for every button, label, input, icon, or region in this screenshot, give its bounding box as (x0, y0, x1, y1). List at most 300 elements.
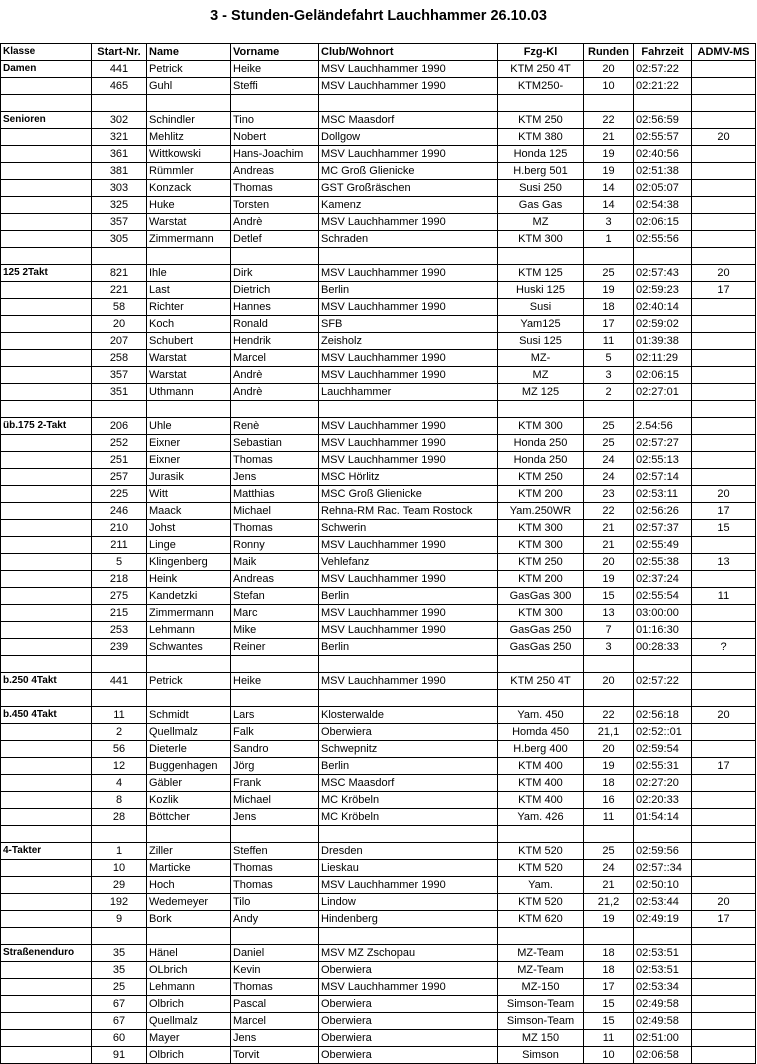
vehicle-class-cell: KTM 250 (498, 554, 584, 571)
vorname-cell: Jens (231, 469, 319, 486)
start-nr-cell: 60 (92, 1030, 147, 1047)
klasse-cell: Damen (1, 61, 92, 78)
vehicle-class-cell (498, 690, 584, 707)
vorname-cell: Thomas (231, 452, 319, 469)
name-cell (147, 826, 231, 843)
vehicle-class-cell: GasGas 300 (498, 588, 584, 605)
vehicle-class-cell: MZ 125 (498, 384, 584, 401)
time-cell: 02:57:43 (634, 265, 692, 282)
start-nr-cell: 67 (92, 996, 147, 1013)
vehicle-class-cell: KTM 300 (498, 605, 584, 622)
club-cell: Berlin (319, 758, 498, 775)
start-nr-cell: 91 (92, 1047, 147, 1064)
time-cell (634, 656, 692, 673)
klasse-cell: Straßenenduro (1, 945, 92, 962)
table-row (1, 673, 756, 690)
name-cell: Witt (147, 486, 231, 503)
admv-points-cell (692, 792, 756, 809)
time-cell: 02:49:58 (634, 1013, 692, 1030)
vehicle-class-cell: KTM 380 (498, 129, 584, 146)
admv-points-cell: 17 (692, 758, 756, 775)
admv-points-cell: 17 (692, 282, 756, 299)
table-row (1, 605, 756, 622)
time-cell: 02:57:27 (634, 435, 692, 452)
laps-cell (584, 656, 634, 673)
club-cell: MSV Lauchhammer 1990 (319, 367, 498, 384)
header-admv: ADMV-MS (692, 44, 756, 61)
time-cell: 02:06:58 (634, 1047, 692, 1064)
start-nr-cell: 361 (92, 146, 147, 163)
vehicle-class-cell: Simson-Team (498, 1013, 584, 1030)
admv-points-cell (692, 809, 756, 826)
name-cell (147, 690, 231, 707)
club-cell: MSV Lauchhammer 1990 (319, 571, 498, 588)
vorname-cell: Matthias (231, 486, 319, 503)
admv-points-cell (692, 979, 756, 996)
klasse-cell (1, 571, 92, 588)
time-cell: 02:59:23 (634, 282, 692, 299)
admv-points-cell: 17 (692, 911, 756, 928)
admv-points-cell (692, 231, 756, 248)
start-nr-cell: 192 (92, 894, 147, 911)
vorname-cell (231, 826, 319, 843)
time-cell: 02:40:14 (634, 299, 692, 316)
start-nr-cell: 441 (92, 673, 147, 690)
admv-points-cell: ? (692, 639, 756, 656)
vorname-cell: Falk (231, 724, 319, 741)
vehicle-class-cell: MZ- (498, 350, 584, 367)
table-row (1, 690, 756, 707)
club-cell: Oberwiera (319, 1013, 498, 1030)
table-row (1, 78, 756, 95)
vehicle-class-cell: Yam125 (498, 316, 584, 333)
laps-cell: 24 (584, 469, 634, 486)
name-cell: Schubert (147, 333, 231, 350)
start-nr-cell: 215 (92, 605, 147, 622)
klasse-cell (1, 180, 92, 197)
vehicle-class-cell: Simson (498, 1047, 584, 1064)
start-nr-cell: 210 (92, 520, 147, 537)
name-cell: Last (147, 282, 231, 299)
klasse-cell (1, 231, 92, 248)
club-cell: Klosterwalde (319, 707, 498, 724)
admv-points-cell (692, 860, 756, 877)
name-cell: Schmidt (147, 707, 231, 724)
time-cell: 02:05:07 (634, 180, 692, 197)
vorname-cell (231, 401, 319, 418)
time-cell: 02:55:56 (634, 231, 692, 248)
laps-cell: 25 (584, 418, 634, 435)
vorname-cell: Pascal (231, 996, 319, 1013)
admv-points-cell (692, 775, 756, 792)
vehicle-class-cell: MZ-Team (498, 962, 584, 979)
table-row (1, 554, 756, 571)
vehicle-class-cell: Honda 250 (498, 435, 584, 452)
laps-cell: 18 (584, 299, 634, 316)
time-cell: 02:56:18 (634, 707, 692, 724)
laps-cell: 7 (584, 622, 634, 639)
table-row (1, 588, 756, 605)
time-cell (634, 826, 692, 843)
vorname-cell: Dirk (231, 265, 319, 282)
name-cell: Petrick (147, 673, 231, 690)
laps-cell: 17 (584, 979, 634, 996)
name-cell: Dieterle (147, 741, 231, 758)
admv-points-cell (692, 1030, 756, 1047)
admv-points-cell (692, 690, 756, 707)
admv-points-cell (692, 826, 756, 843)
vehicle-class-cell: KTM 250 4T (498, 61, 584, 78)
name-cell: Petrick (147, 61, 231, 78)
vorname-cell: Jens (231, 1030, 319, 1047)
laps-cell: 13 (584, 605, 634, 622)
laps-cell: 19 (584, 282, 634, 299)
time-cell: 03:00:00 (634, 605, 692, 622)
name-cell: Marticke (147, 860, 231, 877)
name-cell: Eixner (147, 435, 231, 452)
vehicle-class-cell: Susi 250 (498, 180, 584, 197)
vehicle-class-cell: KTM250- (498, 78, 584, 95)
start-nr-cell (92, 690, 147, 707)
start-nr-cell (92, 928, 147, 945)
name-cell: Klingenberg (147, 554, 231, 571)
start-nr-cell: 821 (92, 265, 147, 282)
table-row (1, 792, 756, 809)
vehicle-class-cell: Susi (498, 299, 584, 316)
vorname-cell (231, 248, 319, 265)
start-nr-cell: 9 (92, 911, 147, 928)
time-cell: 02:55:57 (634, 129, 692, 146)
laps-cell: 19 (584, 911, 634, 928)
laps-cell: 3 (584, 367, 634, 384)
start-nr-cell: 28 (92, 809, 147, 826)
klasse-cell (1, 1047, 92, 1064)
admv-points-cell (692, 384, 756, 401)
name-cell: Zimmermann (147, 231, 231, 248)
klasse-cell (1, 775, 92, 792)
vehicle-class-cell: KTM 200 (498, 571, 584, 588)
admv-points-cell (692, 1013, 756, 1030)
header-klasse: Klasse (1, 44, 92, 61)
club-cell (319, 826, 498, 843)
name-cell: Rümmler (147, 163, 231, 180)
vehicle-class-cell: KTM 620 (498, 911, 584, 928)
vorname-cell: Michael (231, 792, 319, 809)
table-row (1, 775, 756, 792)
laps-cell: 22 (584, 503, 634, 520)
vehicle-class-cell (498, 928, 584, 945)
admv-points-cell: 20 (692, 265, 756, 282)
klasse-cell (1, 282, 92, 299)
table-row (1, 180, 756, 197)
name-cell: Uthmann (147, 384, 231, 401)
time-cell: 02:53:51 (634, 945, 692, 962)
table-row (1, 622, 756, 639)
admv-points-cell (692, 928, 756, 945)
laps-cell: 21 (584, 537, 634, 554)
name-cell: Johst (147, 520, 231, 537)
club-cell: MC Groß Glienicke (319, 163, 498, 180)
vehicle-class-cell: MZ (498, 214, 584, 231)
vorname-cell: Stefan (231, 588, 319, 605)
laps-cell: 1 (584, 231, 634, 248)
klasse-cell (1, 78, 92, 95)
laps-cell: 16 (584, 792, 634, 809)
admv-points-cell (692, 877, 756, 894)
time-cell: 02:51:38 (634, 163, 692, 180)
klasse-cell (1, 197, 92, 214)
time-cell: 02:49:58 (634, 996, 692, 1013)
club-cell: MSV Lauchhammer 1990 (319, 418, 498, 435)
start-nr-cell: 211 (92, 537, 147, 554)
vorname-cell: Andreas (231, 163, 319, 180)
laps-cell: 11 (584, 333, 634, 350)
laps-cell: 24 (584, 860, 634, 877)
club-cell: Lindow (319, 894, 498, 911)
laps-cell: 20 (584, 673, 634, 690)
admv-points-cell (692, 435, 756, 452)
club-cell: GST Großräschen (319, 180, 498, 197)
header-laps: Runden (584, 44, 634, 61)
vorname-cell: Heike (231, 61, 319, 78)
admv-points-cell (692, 299, 756, 316)
vehicle-class-cell: KTM 400 (498, 775, 584, 792)
name-cell: Buggenhagen (147, 758, 231, 775)
vorname-cell: Sandro (231, 741, 319, 758)
vorname-cell: Steffi (231, 78, 319, 95)
header-vorname: Vorname (231, 44, 319, 61)
name-cell: Olbrich (147, 996, 231, 1013)
start-nr-cell: 5 (92, 554, 147, 571)
laps-cell: 21 (584, 129, 634, 146)
laps-cell: 19 (584, 163, 634, 180)
header-start-nr: Start-Nr. (92, 44, 147, 61)
admv-points-cell (692, 673, 756, 690)
klasse-cell (1, 163, 92, 180)
klasse-cell (1, 588, 92, 605)
club-cell: MSV Lauchhammer 1990 (319, 877, 498, 894)
laps-cell: 25 (584, 435, 634, 452)
admv-points-cell (692, 418, 756, 435)
laps-cell (584, 826, 634, 843)
start-nr-cell: 253 (92, 622, 147, 639)
klasse-cell (1, 1013, 92, 1030)
time-cell: 02:20:33 (634, 792, 692, 809)
admv-points-cell: 13 (692, 554, 756, 571)
club-cell: Berlin (319, 282, 498, 299)
time-cell: 02:57:22 (634, 673, 692, 690)
club-cell: MSV Lauchhammer 1990 (319, 61, 498, 78)
table-row (1, 214, 756, 231)
club-cell: MC Kröbeln (319, 792, 498, 809)
klasse-cell (1, 928, 92, 945)
laps-cell: 24 (584, 452, 634, 469)
klasse-cell (1, 656, 92, 673)
name-cell: Richter (147, 299, 231, 316)
club-cell: Rehna-RM Rac. Team Rostock (319, 503, 498, 520)
name-cell: Warstat (147, 367, 231, 384)
time-cell: 2.54:56 (634, 418, 692, 435)
admv-points-cell (692, 1047, 756, 1064)
table-row (1, 265, 756, 282)
klasse-cell (1, 622, 92, 639)
klasse-cell (1, 1030, 92, 1047)
name-cell: Gäbler (147, 775, 231, 792)
club-cell (319, 401, 498, 418)
time-cell: 02:06:15 (634, 214, 692, 231)
laps-cell: 17 (584, 316, 634, 333)
club-cell: Oberwiera (319, 996, 498, 1013)
laps-cell: 19 (584, 758, 634, 775)
name-cell: Kandetzki (147, 588, 231, 605)
start-nr-cell: 35 (92, 962, 147, 979)
club-cell: Oberwiera (319, 1030, 498, 1047)
table-row (1, 367, 756, 384)
vorname-cell: Hendrik (231, 333, 319, 350)
admv-points-cell (692, 962, 756, 979)
name-cell (147, 248, 231, 265)
laps-cell: 22 (584, 707, 634, 724)
vehicle-class-cell (498, 656, 584, 673)
laps-cell: 5 (584, 350, 634, 367)
laps-cell: 21,1 (584, 724, 634, 741)
time-cell: 02:55:31 (634, 758, 692, 775)
time-cell: 02:55:49 (634, 537, 692, 554)
vorname-cell: Marcel (231, 1013, 319, 1030)
admv-points-cell: 20 (692, 894, 756, 911)
name-cell: Warstat (147, 350, 231, 367)
table-row (1, 333, 756, 350)
table-row (1, 95, 756, 112)
time-cell: 02:53:34 (634, 979, 692, 996)
table-row (1, 282, 756, 299)
start-nr-cell (92, 826, 147, 843)
club-cell: Lauchhammer (319, 384, 498, 401)
vorname-cell: Tino (231, 112, 319, 129)
time-cell: 02:59:54 (634, 741, 692, 758)
start-nr-cell: 257 (92, 469, 147, 486)
table-row (1, 979, 756, 996)
vehicle-class-cell (498, 248, 584, 265)
vorname-cell: Ronald (231, 316, 319, 333)
start-nr-cell: 67 (92, 1013, 147, 1030)
table-row (1, 452, 756, 469)
club-cell: MSV Lauchhammer 1990 (319, 622, 498, 639)
laps-cell (584, 928, 634, 945)
admv-points-cell (692, 724, 756, 741)
table-row (1, 231, 756, 248)
admv-points-cell (692, 469, 756, 486)
name-cell: Eixner (147, 452, 231, 469)
table-row (1, 197, 756, 214)
klasse-cell (1, 299, 92, 316)
time-cell: 02:27:20 (634, 775, 692, 792)
table-row (1, 299, 756, 316)
vorname-cell: Daniel (231, 945, 319, 962)
laps-cell (584, 401, 634, 418)
vehicle-class-cell: KTM 250 (498, 469, 584, 486)
laps-cell: 23 (584, 486, 634, 503)
club-cell (319, 248, 498, 265)
vorname-cell: Steffen (231, 843, 319, 860)
table-row (1, 1030, 756, 1047)
start-nr-cell: 246 (92, 503, 147, 520)
laps-cell (584, 248, 634, 265)
vorname-cell: Frank (231, 775, 319, 792)
admv-points-cell (692, 605, 756, 622)
vehicle-class-cell: Yam.250WR (498, 503, 584, 520)
admv-points-cell (692, 945, 756, 962)
start-nr-cell: 2 (92, 724, 147, 741)
vehicle-class-cell: KTM 200 (498, 486, 584, 503)
vorname-cell: Kevin (231, 962, 319, 979)
vorname-cell: Michael (231, 503, 319, 520)
name-cell: Kozlik (147, 792, 231, 809)
klasse-cell (1, 894, 92, 911)
club-cell: MSV Lauchhammer 1990 (319, 78, 498, 95)
start-nr-cell: 252 (92, 435, 147, 452)
vorname-cell: Andy (231, 911, 319, 928)
time-cell: 02:51:00 (634, 1030, 692, 1047)
laps-cell: 18 (584, 775, 634, 792)
start-nr-cell: 4 (92, 775, 147, 792)
vehicle-class-cell: H.berg 400 (498, 741, 584, 758)
klasse-cell: 125 2Takt (1, 265, 92, 282)
vehicle-class-cell: KTM 125 (498, 265, 584, 282)
header-time: Fahrzeit (634, 44, 692, 61)
table-row (1, 639, 756, 656)
time-cell: 02:37:24 (634, 571, 692, 588)
name-cell (147, 401, 231, 418)
admv-points-cell (692, 350, 756, 367)
klasse-cell (1, 129, 92, 146)
klasse-cell: b.450 4Takt (1, 707, 92, 724)
document-title: 3 - Stunden-Geländefahrt Lauchhammer 26.10.03 (210, 8, 547, 24)
name-cell: Wedemeyer (147, 894, 231, 911)
klasse-cell (1, 384, 92, 401)
name-cell: Konzack (147, 180, 231, 197)
time-cell: 01:54:14 (634, 809, 692, 826)
klasse-cell (1, 826, 92, 843)
laps-cell: 20 (584, 61, 634, 78)
start-nr-cell: 303 (92, 180, 147, 197)
start-nr-cell: 302 (92, 112, 147, 129)
start-nr-cell: 206 (92, 418, 147, 435)
admv-points-cell (692, 112, 756, 129)
name-cell: Zimmermann (147, 605, 231, 622)
admv-points-cell: 20 (692, 707, 756, 724)
club-cell: Schraden (319, 231, 498, 248)
admv-points-cell (692, 180, 756, 197)
klasse-cell (1, 452, 92, 469)
name-cell: Schwantes (147, 639, 231, 656)
vorname-cell: Tilo (231, 894, 319, 911)
vehicle-class-cell: Homda 450 (498, 724, 584, 741)
club-cell: Berlin (319, 588, 498, 605)
club-cell: MSC Maasdorf (319, 775, 498, 792)
start-nr-cell: 239 (92, 639, 147, 656)
klasse-cell: b.250 4Takt (1, 673, 92, 690)
time-cell (634, 928, 692, 945)
time-cell (634, 248, 692, 265)
time-cell: 02:54:38 (634, 197, 692, 214)
klasse-cell: üb.175 2-Takt (1, 418, 92, 435)
name-cell: Uhle (147, 418, 231, 435)
table-row (1, 384, 756, 401)
time-cell: 02:52::01 (634, 724, 692, 741)
vehicle-class-cell: KTM 400 (498, 792, 584, 809)
vehicle-class-cell: KTM 300 (498, 418, 584, 435)
